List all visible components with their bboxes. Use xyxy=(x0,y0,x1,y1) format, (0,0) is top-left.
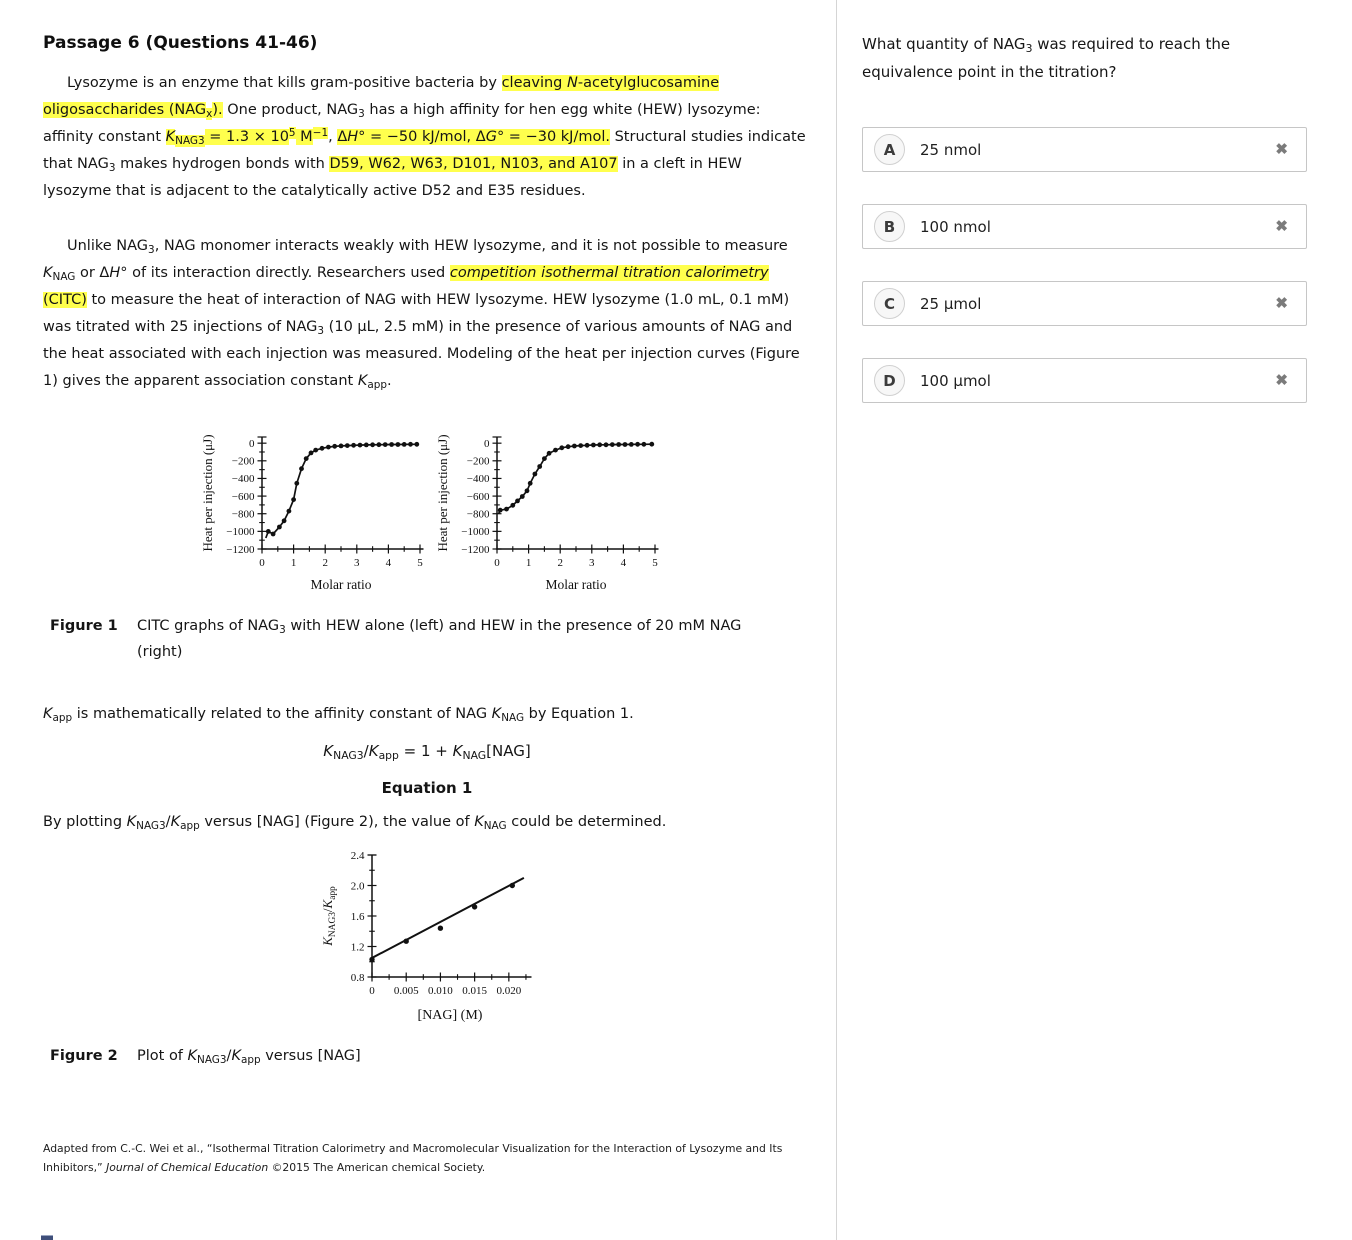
partially-visible-button[interactable] xyxy=(41,1235,53,1240)
svg-text:2: 2 xyxy=(322,557,328,569)
svg-text:−1000: −1000 xyxy=(226,526,255,539)
svg-text:Molar ratio: Molar ratio xyxy=(545,577,607,592)
passage-paragraph-1: Lysozyme is an enzyme that kills gram-positive bacteria by cleaving N-acetylglucosamine oligosaccharides $(NAG_x)$. One product, $NAG_3$ has a high affinity for hen egg white (HEW) lysozyme: affinity constant $K_{NAG3} = 1.3 \times 10^5$ $M^{-1}$, ΔH° = −50 kJ/mol, ΔG° = −30 kJ/mol. Structural studies indicate that $NAG_3$ makes hydrogen bonds with D59, W62, W63, D101, N103, and A107 in a cleft in HEW lysozyme that is adjacent to the catalytically active D52 and E35 residues. xyxy=(43,75,806,199)
svg-text:0: 0 xyxy=(259,557,265,569)
svg-text:5: 5 xyxy=(652,557,658,569)
svg-text:−800: −800 xyxy=(231,508,255,521)
question-text: What quantity of $NAG_3$ was required to reach the equivalence point in the titration? xyxy=(862,35,1231,81)
svg-text:0: 0 xyxy=(494,557,500,569)
svg-text:3: 3 xyxy=(354,557,360,569)
option-letter-badge: C xyxy=(874,288,905,319)
svg-text:0.8: 0.8 xyxy=(350,971,365,984)
option-letter-badge: D xyxy=(874,365,905,396)
equation-1-label: Equation 1 xyxy=(381,779,473,797)
svg-text:4: 4 xyxy=(620,557,627,569)
strike-option-icon[interactable]: ✖ xyxy=(1275,141,1288,158)
svg-text:Heat per injection (μJ): Heat per injection (μJ) xyxy=(435,434,450,552)
svg-text:0: 0 xyxy=(249,437,255,450)
option-label: 100 nmol xyxy=(920,217,991,236)
svg-text:2.0: 2.0 xyxy=(350,880,365,893)
svg-text:5: 5 xyxy=(417,557,423,569)
source-attribution: Adapted from C.-C. Wei et al., “Isothermal Titration Calorimetry and Macromolecular Visualization for the Interaction of Lysozyme and Its Inhibitors,” Journal of Chemical Education ©2015 The American chemical Society. xyxy=(43,1142,783,1174)
equation-1: $K_{NAG3}/K_{app} = 1 + K_{NAG}[NAG]$ xyxy=(323,742,531,763)
figure2-label: Figure 2 xyxy=(50,1048,118,1064)
kapp-paragraph: $K_{app}$ is mathematically related to the affinity constant of NAG $K_{NAG}$ by Equation 1. xyxy=(43,706,634,725)
figure2-caption-text: Plot of $K_{NAG3}/K_{app}$ versus [NAG] xyxy=(137,1048,361,1067)
strike-option-icon[interactable]: ✖ xyxy=(1275,218,1288,235)
svg-text:−400: −400 xyxy=(466,473,490,486)
svg-text:KNAG3/Kapp: $K_{NAG3}/K_{app}$ xyxy=(320,886,338,946)
answer-option-a[interactable] xyxy=(862,127,1307,172)
option-letter-badge: A xyxy=(874,134,905,165)
svg-text:1.6: 1.6 xyxy=(350,910,365,923)
svg-text:0: 0 xyxy=(484,437,490,450)
svg-text:[NAG] (M): [NAG] (M) xyxy=(417,1008,483,1023)
svg-text:0: 0 xyxy=(369,985,375,997)
answer-option-d[interactable] xyxy=(862,358,1307,403)
passage-paragraph-2: Unlike $NAG_3$, NAG monomer interacts weakly with HEW lysozyme, and it is not possible to measure $K_{NAG}$ or ΔH° of its interaction directly. Researchers used competition isothermal titration calorimetry (CITC) to measure the heat of interaction of NAG with HEW lysozyme. HEW lysozyme (1.0 mL, 0.1 mM) was titrated with 25 injections of $NAG_3$ (10 μL, 2.5 mM) in the presence of various amounts of NAG and the heat associated with each injection was measured. Modeling of the heat per injection curves (Figure 1) gives the apparent association constant $K_{app}$. xyxy=(43,238,800,392)
svg-text:−1200: −1200 xyxy=(226,543,255,556)
panel-divider xyxy=(836,0,837,1240)
svg-text:−1200: −1200 xyxy=(461,543,490,556)
svg-text:−600: −600 xyxy=(466,490,490,503)
figure1-chart-left xyxy=(190,420,434,615)
svg-text:−200: −200 xyxy=(231,455,255,468)
option-label: 100 μmol xyxy=(920,371,991,390)
svg-text:4: 4 xyxy=(385,557,392,569)
svg-text:0.010: 0.010 xyxy=(428,985,453,997)
figure1-chart-right xyxy=(425,420,669,615)
option-letter-badge: B xyxy=(874,211,905,242)
svg-text:−600: −600 xyxy=(231,490,255,503)
answer-option-c[interactable] xyxy=(862,281,1307,326)
figure1-caption-text: CITC graphs of $NAG_3$ with HEW alone (left) and HEW in the presence of 20 mM NAG (right) xyxy=(137,618,742,660)
svg-text:−400: −400 xyxy=(231,473,255,486)
svg-text:1: 1 xyxy=(525,557,532,569)
svg-text:Heat per injection (μJ): Heat per injection (μJ) xyxy=(200,434,215,552)
strike-option-icon[interactable]: ✖ xyxy=(1275,295,1288,312)
svg-text:Molar ratio: Molar ratio xyxy=(310,577,372,592)
figure1-label: Figure 1 xyxy=(50,618,118,634)
svg-text:2.4: 2.4 xyxy=(350,849,365,862)
svg-text:−200: −200 xyxy=(466,455,490,468)
svg-text:0.005: 0.005 xyxy=(393,985,419,997)
figure1-caption xyxy=(50,613,782,665)
figure2-chart xyxy=(310,843,546,1039)
figure2-caption xyxy=(50,1043,782,1069)
answer-option-b[interactable] xyxy=(862,204,1307,249)
svg-text:−1000: −1000 xyxy=(461,526,490,539)
svg-text:0.020: 0.020 xyxy=(496,985,522,997)
svg-text:1: 1 xyxy=(290,557,297,569)
option-label: 25 nmol xyxy=(920,140,982,159)
svg-text:3: 3 xyxy=(589,557,595,569)
svg-text:1.2: 1.2 xyxy=(350,941,365,954)
svg-text:2: 2 xyxy=(557,557,563,569)
svg-text:0.015: 0.015 xyxy=(462,985,488,997)
option-label: 25 μmol xyxy=(920,294,982,313)
passage-title: Passage 6 (Questions 41-46) xyxy=(43,33,318,53)
plotting-paragraph: By plotting $K_{NAG3}/K_{app}$ versus [NAG] (Figure 2), the value of $K_{NAG}$ could be determined. xyxy=(43,814,667,833)
strike-option-icon[interactable]: ✖ xyxy=(1275,372,1288,389)
svg-text:−800: −800 xyxy=(466,508,490,521)
